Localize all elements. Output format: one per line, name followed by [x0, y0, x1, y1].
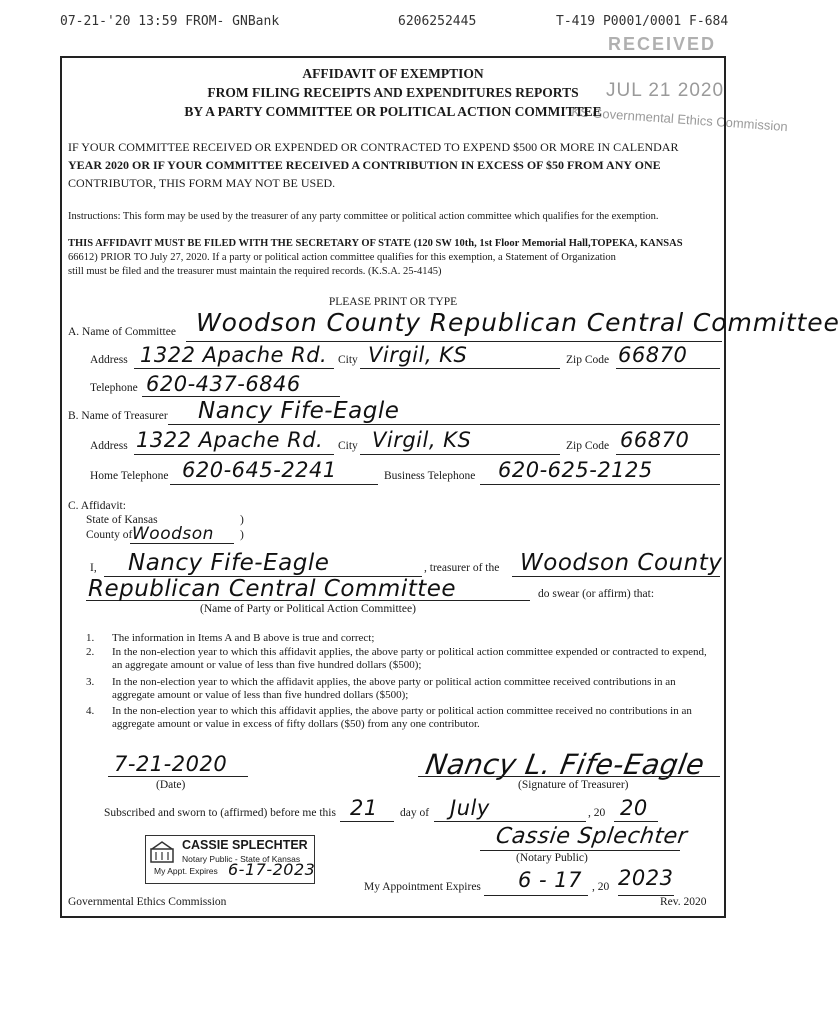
business-telephone-line — [480, 484, 720, 485]
treasurer-zip-label: Zip Code — [566, 440, 610, 452]
affiant-name-value[interactable]: Nancy Fife-Eagle — [128, 550, 330, 576]
sworn-day-value[interactable]: 21 — [350, 796, 378, 820]
notary-seal-line2: Notary Public - State of Kansas — [182, 854, 301, 864]
fax-header-number: 6206252445 — [398, 14, 477, 29]
signature-line — [418, 776, 720, 777]
sworn-year-prefix: , 20 — [588, 807, 606, 819]
committee-name-line — [186, 341, 722, 342]
item-1-number: 1. — [86, 632, 95, 644]
committee-telephone-line — [142, 396, 340, 397]
filing-notice-line2: 66612) PRIOR TO July 27, 2020. If a party or political action committee qualifies for this exemption, a Statement of Organization — [68, 252, 616, 263]
treasurer-name-label: B. Name of Treasurer — [68, 410, 168, 422]
state-paren: ) — [240, 514, 244, 526]
date-line — [108, 776, 248, 777]
sworn-year-value[interactable]: 20 — [620, 796, 648, 820]
state-label: State of Kansas — [86, 514, 158, 526]
sworn-day-line — [340, 821, 394, 822]
appointment-expires-value[interactable]: 6 - 17 — [518, 868, 583, 892]
party-name-caption: (Name of Party or Political Action Committee) — [200, 603, 416, 615]
filing-notice-line3: still must be filed and the treasurer must maintain the required records. (K.S.A. 25-4145) — [68, 266, 442, 277]
day-of-label: day of — [400, 807, 430, 819]
home-telephone-value[interactable]: 620-645-2241 — [182, 458, 337, 482]
committee-address-value[interactable]: 1322 Apache Rd. — [140, 343, 328, 367]
party-name-value2[interactable]: Republican Central Committee — [88, 576, 457, 602]
committee-city-value[interactable]: Virgil, KS — [368, 343, 468, 367]
fax-header-right: T-419 P0001/0001 F-684 — [556, 14, 729, 29]
received-stamp: RECEIVED — [608, 34, 717, 54]
signature-label: (Signature of Treasurer) — [518, 779, 629, 791]
treasurer-address-label: Address — [90, 440, 128, 452]
treasurer-zip-line — [616, 454, 720, 455]
date-label: (Date) — [156, 779, 186, 791]
treasurer-name-value[interactable]: Nancy Fife-Eagle — [198, 398, 400, 424]
notary-signature[interactable]: Cassie Splechter — [494, 824, 689, 849]
item-2-number: 2. — [86, 646, 95, 658]
appointment-expires-label: My Appointment Expires — [364, 881, 481, 893]
notary-public-label: (Notary Public) — [516, 852, 588, 864]
kansas-seal-icon — [150, 841, 174, 863]
treasurer-zip-value[interactable]: 66870 — [620, 428, 690, 452]
treasurer-address-line — [134, 454, 334, 455]
notary-seal-expires: 6-17-2023 — [228, 860, 316, 879]
received-date-stamp: JUL 21 2020 — [606, 80, 725, 101]
committee-zip-value[interactable]: 66870 — [618, 343, 688, 367]
commission-stamp: KS Governmental Ethics Commission — [570, 104, 789, 135]
committee-zip-label: Zip Code — [566, 354, 610, 366]
date-value[interactable]: 7-21-2020 — [114, 752, 228, 776]
committee-telephone-value[interactable]: 620-437-6846 — [146, 372, 301, 396]
do-swear-label: do swear (or affirm) that: — [538, 588, 655, 600]
fax-header-left: 07-21-'20 13:59 FROM- GNBank — [60, 14, 280, 29]
notary-seal-name: CASSIE SPLECHTER — [182, 838, 308, 852]
notary-seal — [145, 835, 315, 884]
treasurer-city-value[interactable]: Virgil, KS — [372, 428, 472, 452]
party-name-value1[interactable]: Woodson County — [520, 550, 723, 576]
item-4-number: 4. — [86, 705, 95, 717]
committee-city-line — [360, 368, 560, 369]
form-title-line1: AFFIDAVIT OF EXEMPTION — [302, 66, 484, 81]
item-3-number: 3. — [86, 676, 95, 688]
subscribed-label: Subscribed and sworn to (affirmed) before me this — [104, 807, 336, 819]
appointment-year-value[interactable]: 2023 — [618, 866, 674, 890]
committee-zip-line — [616, 368, 720, 369]
county-value[interactable]: Woodson — [132, 524, 214, 544]
warning-line1: IF YOUR COMMITTEE RECEIVED OR EXPENDED OR CONTRACTED TO EXPEND $500 OR MORE IN CALENDAR — [68, 140, 679, 154]
footer-revision: Rev. 2020 — [660, 896, 707, 908]
warning-line2: YEAR 2020 OR IF YOUR COMMITTEE RECEIVED A CONTRIBUTION IN EXCESS OF $50 FROM ANY ONE — [68, 158, 661, 172]
committee-city-label: City — [338, 354, 358, 366]
instructions: Instructions: This form may be used by the treasurer of any party committee or political action committee which qualifies for the exemption. — [68, 211, 659, 222]
committee-name-label: A. Name of Committee — [68, 326, 176, 338]
footer-commission: Governmental Ethics Commission — [68, 896, 227, 908]
item-3-text: In the non-election year to which the affidavit applies, the above party or political action committee received contributions in an aggregate amount or value of less than five hundred dollars ($500); — [112, 676, 676, 701]
sworn-year-line — [614, 821, 658, 822]
committee-address-line — [134, 368, 334, 369]
committee-address-label: Address — [90, 354, 128, 366]
home-telephone-label: Home Telephone — [90, 470, 169, 482]
warning-line3: CONTRIBUTOR, THIS FORM MAY NOT BE USED. — [68, 176, 336, 190]
notary-signature-line — [480, 850, 680, 851]
committee-telephone-label: Telephone — [90, 382, 138, 394]
appointment-expires-line — [484, 895, 588, 896]
party-name-line1 — [512, 576, 720, 577]
affidavit-label: C. Affidavit: — [68, 500, 126, 512]
home-telephone-line — [170, 484, 378, 485]
filing-notice-line1: THIS AFFIDAVIT MUST BE FILED WITH THE SECRETARY OF STATE (120 SW 10th, 1st Floor Memorial Hall,TOPEKA, KANSAS — [68, 238, 683, 249]
item-1-text: The information in Items A and B above is true and correct; — [112, 632, 375, 644]
form-title-line3: BY A PARTY COMMITTEE OR POLITICAL ACTION COMMITTEE — [184, 104, 602, 119]
item-2-text: In the non-election year to which this affidavit applies, the above party or political action committee expended or contracted to expend, an aggregate amount or value of less than five hundred dollars ($500); — [112, 646, 707, 671]
treasurer-of-label: , treasurer of the — [424, 562, 500, 574]
county-label: County of — [86, 529, 133, 541]
notary-seal-line3: My Appt. Expires — [154, 866, 218, 876]
business-telephone-label: Business Telephone — [384, 470, 476, 482]
sworn-month-line — [434, 821, 586, 822]
appointment-year-prefix: , 20 — [592, 881, 610, 893]
form-title-line2: FROM FILING RECEIPTS AND EXPENDITURES REPORTS — [207, 85, 579, 100]
committee-name-value[interactable]: Woodson County Republican Central Committee — [196, 308, 840, 337]
treasurer-city-label: City — [338, 440, 358, 452]
treasurer-city-line — [360, 454, 560, 455]
business-telephone-value[interactable]: 620-625-2125 — [498, 458, 653, 482]
treasurer-signature[interactable]: Nancy L. Fife-Eagle — [423, 748, 708, 781]
sworn-month-value[interactable]: July — [450, 796, 490, 820]
print-note: PLEASE PRINT OR TYPE — [328, 296, 458, 308]
county-paren: ) — [240, 529, 244, 541]
treasurer-name-line — [168, 424, 720, 425]
affiant-i-label: I, — [90, 562, 97, 574]
item-4-text: In the non-election year to which this affidavit applies, the above party or political action committee received no contributions in an aggregate amount or value in excess of fifty dollars ($50) from any one contributor. — [112, 705, 692, 730]
treasurer-address-value[interactable]: 1322 Apache Rd. — [136, 428, 324, 452]
